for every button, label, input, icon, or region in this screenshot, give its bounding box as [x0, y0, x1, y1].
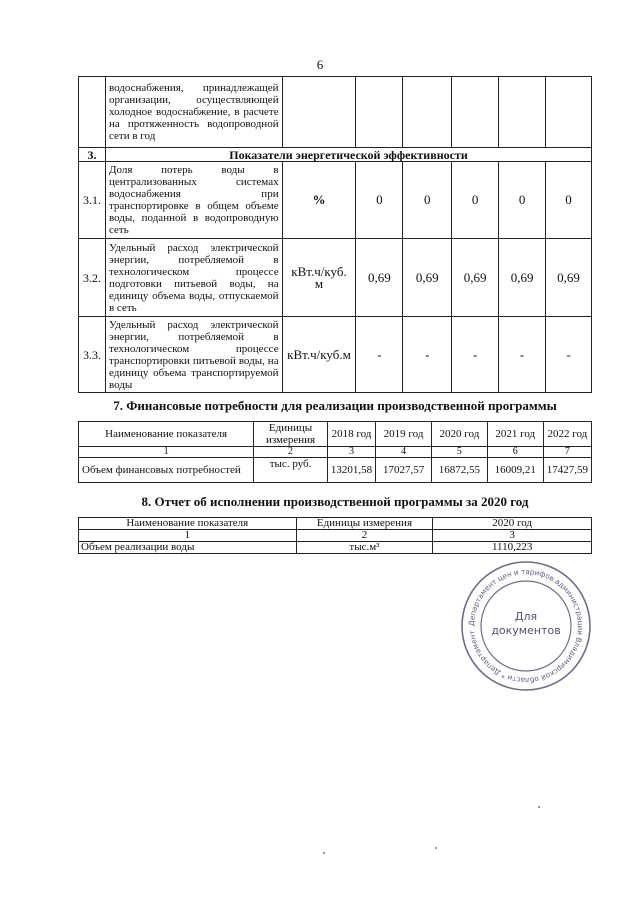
- stamp-center-line-2: документов: [491, 624, 561, 637]
- column-index: 5: [432, 447, 488, 458]
- value-cell: 0: [356, 162, 403, 239]
- index-row: [79, 530, 592, 542]
- value-cell: -: [356, 317, 403, 393]
- table-row: [79, 542, 592, 554]
- indicator-description: Удельный расход электрической энергии, потребляемой в технологическом процессе подготовки питьевой воды, на единицу объема воды, отпускаемой в сеть: [105, 239, 282, 317]
- column-header: 2021 год: [487, 422, 543, 447]
- indicator-name: Объем финансовых потребностей: [79, 458, 254, 483]
- value-cell: -: [546, 317, 592, 393]
- row-number: 3.3.: [79, 317, 106, 393]
- unit-cell: кВт.ч/куб.м: [282, 317, 356, 393]
- stamp-center-line-1: Для: [514, 610, 538, 623]
- value-cell: 0: [499, 162, 546, 239]
- cell: [79, 77, 106, 148]
- value-cell: 16872,55: [432, 458, 488, 483]
- column-header: 2020 год: [433, 518, 592, 530]
- scan-speck: [538, 806, 540, 808]
- column-index: 2: [254, 447, 328, 458]
- program-report-table: [78, 517, 592, 554]
- table-row: [79, 239, 592, 317]
- value-cell: 17427,59: [543, 458, 591, 483]
- value-cell: 0,69: [356, 239, 403, 317]
- value-cell: 0,69: [403, 239, 452, 317]
- value-cell: 0,69: [452, 239, 499, 317]
- section-row: [79, 148, 592, 162]
- stamp-ring-text: Департамент цен и тарифов администрации Владимирской области * Департамент: [466, 566, 586, 686]
- value-cell: 0: [452, 162, 499, 239]
- table-row: [79, 317, 592, 393]
- value-cell: -: [403, 317, 452, 393]
- indicators-table: [78, 76, 592, 393]
- table-row: [79, 458, 592, 483]
- unit-cell: кВт.ч/куб. м: [282, 239, 356, 317]
- column-header: Наименование показателя: [79, 422, 254, 447]
- column-header: 2018 год: [327, 422, 375, 447]
- indicator-description: Удельный расход электрической энергии, потребляемой в технологическом процессе транспортировки питьевой воды, на единицу объема транспортируемой воды: [105, 317, 282, 393]
- value-cell: 16009,21: [487, 458, 543, 483]
- table-row: [79, 162, 592, 239]
- value-cell: 13201,58: [327, 458, 375, 483]
- cell: [356, 77, 403, 148]
- column-header: Единицы измерения: [296, 518, 433, 530]
- value-cell: 0: [403, 162, 452, 239]
- indicator-name: Объем реализации воды: [79, 542, 297, 554]
- section-7-heading: 7. Финансовые потребности для реализации производственной программы: [113, 398, 557, 413]
- value-cell: 0,69: [499, 239, 546, 317]
- section-number: 3.: [79, 148, 106, 162]
- section-title: Показатели энергетической эффективности: [105, 148, 591, 162]
- column-header: 2020 год: [432, 422, 488, 447]
- column-index: 3: [327, 447, 375, 458]
- value-cell: 0: [546, 162, 592, 239]
- column-index: 2: [296, 530, 433, 542]
- value-cell: 17027,57: [376, 458, 432, 483]
- row-number: 3.2.: [79, 239, 106, 317]
- value-cell: -: [499, 317, 546, 393]
- stamp-seal-icon: [460, 560, 592, 692]
- column-header: 2019 год: [376, 422, 432, 447]
- financial-needs-table: [78, 421, 592, 483]
- unit-cell: тыс.м³: [296, 542, 433, 554]
- column-index: 1: [79, 447, 254, 458]
- column-index: 4: [376, 447, 432, 458]
- column-header: Наименование показателя: [79, 518, 297, 530]
- cell: [282, 77, 356, 148]
- cell: [403, 77, 452, 148]
- indicator-description: водоснабжения, принадлежащей организации, осуществляющей холодное водоснабжение, в расчете на протяженность водопроводной сети в год: [105, 77, 282, 148]
- value-cell: 1110,223: [433, 542, 592, 554]
- cell: [546, 77, 592, 148]
- section-8-heading: 8. Отчет об исполнении производственной программы за 2020 год: [141, 494, 529, 509]
- scan-speck: [323, 852, 325, 854]
- indicator-description: Доля потерь воды в централизованных системах водоснабжения при транспортировке в общем объеме воды, поданной в водопроводную сеть: [105, 162, 282, 239]
- column-index: 6: [487, 447, 543, 458]
- value-cell: -: [452, 317, 499, 393]
- unit-cell: %: [282, 162, 356, 239]
- unit-cell: тыс. руб.: [254, 458, 328, 483]
- column-index: 1: [79, 530, 297, 542]
- row-number: 3.1.: [79, 162, 106, 239]
- cell: [452, 77, 499, 148]
- official-stamp: [460, 560, 592, 692]
- scan-speck: [435, 847, 437, 849]
- header-row: [79, 518, 592, 530]
- index-row: [79, 447, 592, 458]
- value-cell: 0,69: [546, 239, 592, 317]
- table-row: [79, 77, 592, 148]
- column-header: 2022 год: [543, 422, 591, 447]
- page-number: 6: [316, 57, 324, 72]
- column-index: 3: [433, 530, 592, 542]
- cell: [499, 77, 546, 148]
- header-row: [79, 422, 592, 447]
- column-index: 7: [543, 447, 591, 458]
- column-header: Единицы измерения: [254, 422, 328, 447]
